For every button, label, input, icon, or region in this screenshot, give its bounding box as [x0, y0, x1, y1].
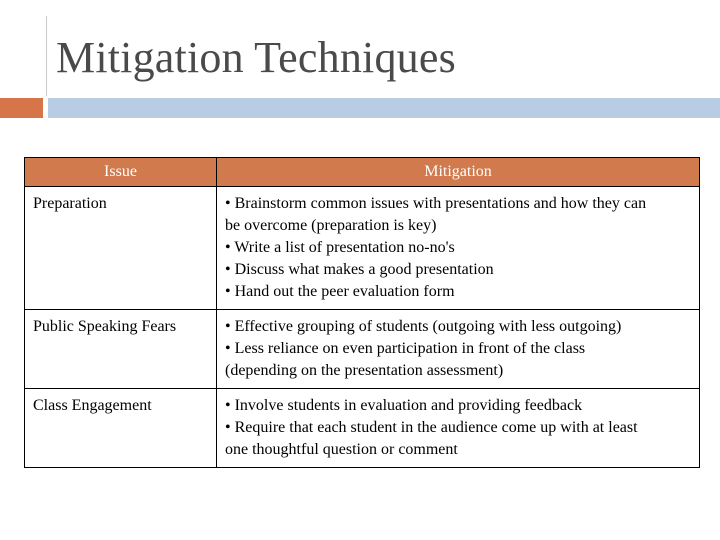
mitigation-table	[24, 157, 700, 468]
title-divider-line	[46, 16, 47, 96]
table-row	[25, 187, 700, 310]
slide-title: Mitigation Techniques	[56, 33, 456, 82]
mitigation-line: • Write a list of presentation no-no's	[225, 239, 455, 256]
mitigation-cell	[217, 310, 700, 389]
table-row	[25, 310, 700, 389]
mitigation-line: • Hand out the peer evaluation form	[225, 283, 455, 300]
accent-bar-blue	[48, 98, 720, 118]
mitigation-line: • Brainstorm common issues with presentations and how they can	[225, 195, 647, 212]
mitigation-line: (depending on the presentation assessment)	[225, 362, 504, 379]
mitigation-line: • Require that each student in the audience come up with at least	[225, 419, 638, 436]
mitigation-line: • Effective grouping of students (outgoing with less outgoing)	[225, 318, 622, 335]
mitigation-line: • Involve students in evaluation and providing feedback	[225, 397, 583, 414]
mitigation-line: • Less reliance on even participation in front of the class	[225, 340, 586, 357]
mitigation-cell	[217, 187, 700, 310]
table-row	[25, 389, 700, 468]
issue-cell: Preparation	[25, 187, 217, 310]
header-mitigation: Mitigation	[217, 158, 700, 187]
mitigation-cell	[217, 389, 700, 468]
issue-cell: Class Engagement	[25, 389, 217, 468]
header-issue: Issue	[25, 158, 217, 187]
issue-cell: Public Speaking Fears	[25, 310, 217, 389]
mitigation-line: one thoughtful question or comment	[225, 441, 458, 458]
mitigation-line: • Discuss what makes a good presentation	[225, 261, 494, 278]
accent-bar-orange	[0, 98, 43, 118]
mitigation-line: be overcome (preparation is key)	[225, 217, 437, 234]
table-header-row	[25, 158, 700, 187]
